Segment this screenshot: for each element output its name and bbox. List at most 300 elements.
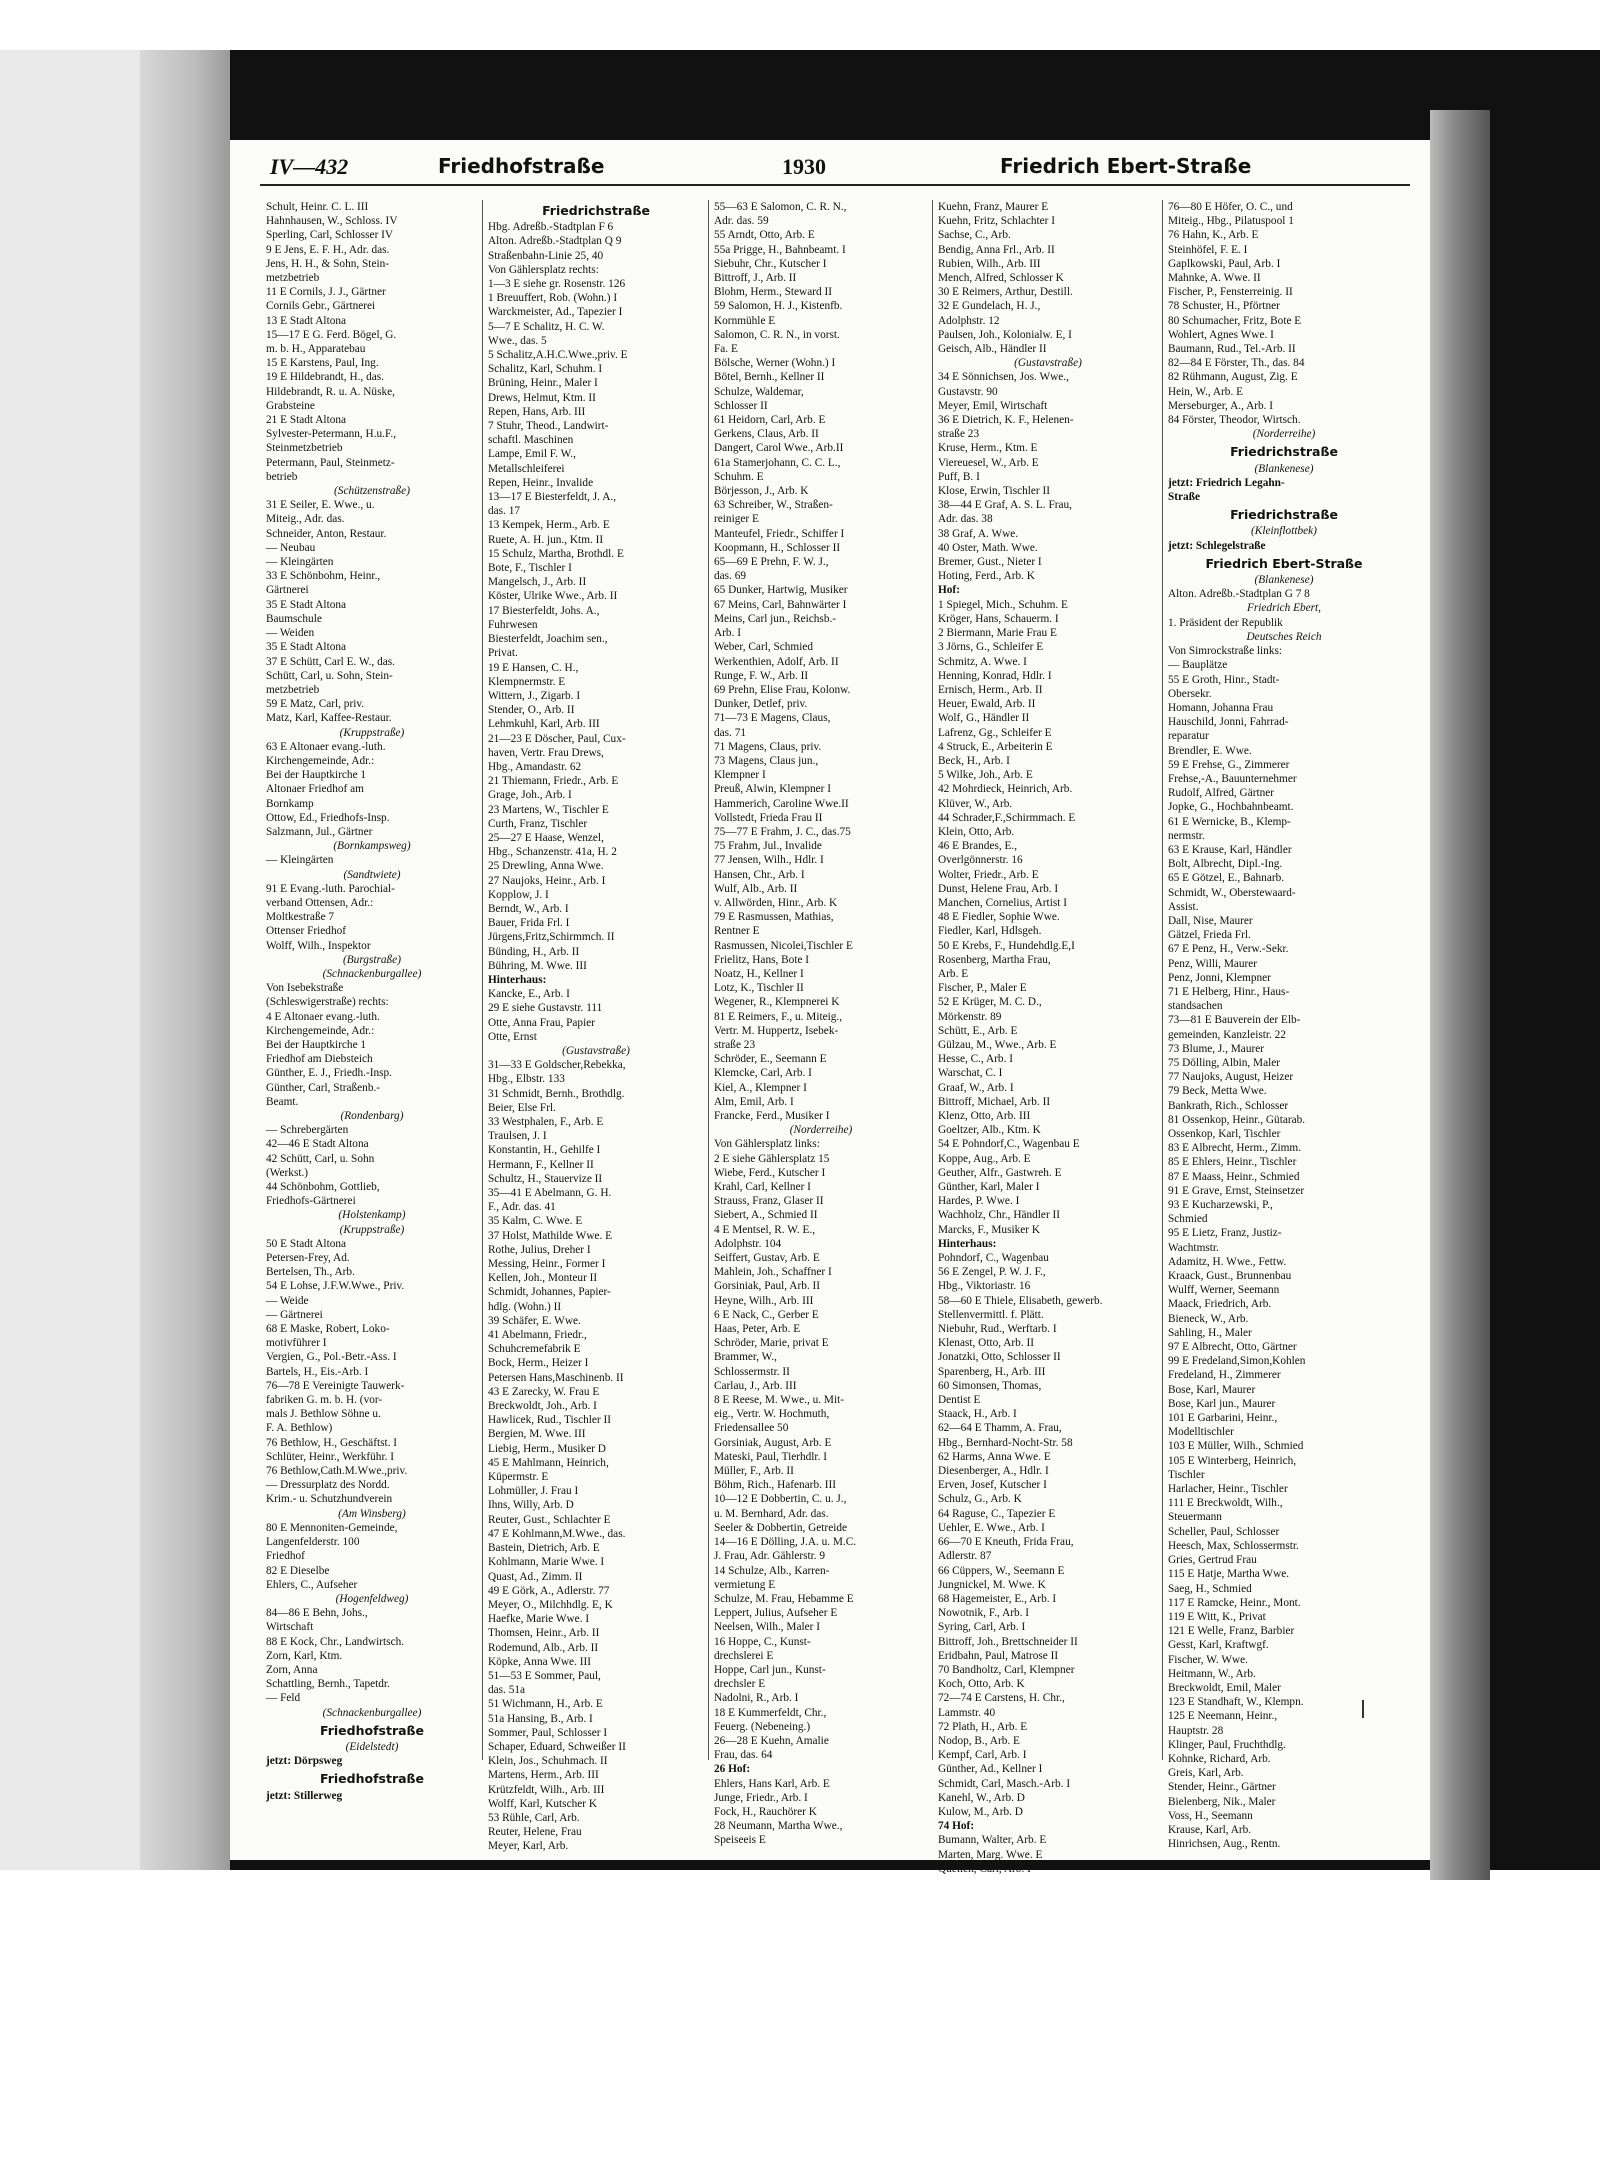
directory-entry: 15 Schulz, Martha, Brothdl. E [488, 547, 624, 560]
directory-entry: Bötel, Bernh., Kellner II [714, 371, 825, 384]
directory-entry: Arb. E [938, 967, 969, 980]
directory-entry: Schuhcremefabrik E [488, 1343, 581, 1356]
directory-entry: 38—44 E Graf, A. S. L. Frau, [938, 499, 1072, 512]
directory-entry: Koppe, Aug., Arb. E [938, 1152, 1031, 1165]
directory-entry: 29 E siehe Gustavstr. 111 [488, 1002, 603, 1015]
directory-entry: Nodop, B., Arb. E [938, 1734, 1020, 1747]
directory-entry: Schlosser II [714, 399, 768, 412]
directory-entry: Gerkens, Claus, Arb. II [714, 428, 819, 441]
directory-entry: Warckmeister, Ad., Tapezier I [488, 306, 623, 319]
directory-entry: betrieb [266, 470, 298, 483]
directory-entry: Modelltischler [1168, 1426, 1234, 1439]
directory-entry: 88 E Kock, Chr., Landwirtsch. [266, 1635, 405, 1648]
directory-entry: 76—78 E Vereinigte Tauwerk- [266, 1379, 405, 1392]
directory-entry: 80 Schumacher, Fritz, Bote E [1168, 314, 1302, 327]
directory-entry: 82 E Dieselbe [266, 1564, 330, 1577]
directory-entry: Steinmetzbetrieb [266, 442, 343, 455]
directory-entry: — Kleingärten [266, 854, 334, 867]
directory-entry: Klinger, Paul, Fruchthdlg. [1168, 1738, 1286, 1751]
facing-page-edge [0, 50, 140, 1870]
directory-entry: 61 Heidorn, Carl, Arb. E [714, 414, 826, 427]
directory-entry: Krahl, Carl, Kellner I [714, 1181, 811, 1194]
directory-entry: Konstantin, H., Gehilfe I [488, 1144, 601, 1157]
directory-entry: 40 Oster, Math. Wwe. [938, 541, 1038, 554]
directory-entry: Curth, Franz, Tischler [488, 817, 588, 830]
directory-entry: Jonatzki, Otto, Schlosser II [938, 1351, 1061, 1364]
directory-entry: 15 E Karstens, Paul, Ing. [266, 357, 379, 370]
directory-entry: 77 Naujoks, August, Heizer [1168, 1071, 1294, 1084]
directory-entry: Kröger, Hans, Schauerm. I [938, 612, 1059, 625]
directory-entry: 70 Bandholtz, Carl, Klempner [938, 1663, 1075, 1676]
column-divider [932, 200, 933, 1760]
directory-entry: Straßenbahn-Linie 25, 40 [488, 249, 604, 262]
directory-entry: Dangert, Carol Wwe., Arb.II [714, 442, 844, 455]
directory-entry: J. Frau, Adr. Gählerstr. 9 [714, 1550, 826, 1563]
directory-entry: 79 E Rasmussen, Mathias, [714, 911, 834, 924]
directory-entry: reiniger E [714, 513, 759, 526]
directory-entry: — Weiden [266, 627, 315, 640]
directory-entry: 4 E Altonaer evang.-luth. [266, 1010, 380, 1023]
directory-entry: Francke, Ferd., Musiker I [714, 1110, 830, 1122]
directory-entry: Schlossermstr. II [714, 1365, 790, 1378]
directory-entry: 35 E Stadt Altona [266, 598, 347, 611]
directory-entry: Feuerg. (Nebeneing.) [714, 1720, 811, 1733]
directory-entry: 34 E Sönnichsen, Jos. Wwe., [938, 371, 1069, 384]
directory-entry: nermstr. [1168, 829, 1205, 842]
directory-entry: 103 E Müller, Wilh., Schmied [1168, 1440, 1304, 1453]
directory-entry: Köpke, Anna Wwe. III [488, 1655, 592, 1668]
directory-entry: Harlacher, Heinr., Tischler [1168, 1483, 1288, 1496]
directory-entry: 17 Biesterfeldt, Johs. A., [488, 604, 600, 617]
column-divider [482, 200, 483, 1760]
directory-entry: Meyer, Karl, Arb. [488, 1840, 569, 1853]
directory-entry: Manteufel, Friedr., Schiffer I [714, 527, 845, 540]
directory-entry: 1. Präsident der Republik [1168, 616, 1283, 629]
street-heading: Friedrichstraße [1230, 444, 1338, 460]
directory-entry: Klein, Jos., Schuhmach. II [488, 1755, 608, 1768]
directory-entry: 79 Beck, Metta Wwe. [1168, 1085, 1267, 1098]
directory-entry: Brüning, Heinr., Maler I [488, 377, 598, 390]
directory-entry: 83 E Albrecht, Herm., Zimm. [1168, 1142, 1302, 1155]
directory-entry: Schneider, Anton, Restaur. [266, 527, 387, 540]
directory-entry: Petersen-Frey, Ad. [266, 1252, 350, 1265]
directory-entry: Miteig., Hbg., Pilatuspool 1 [1168, 215, 1294, 228]
directory-entry: 66—70 E Kneuth, Frida Frau, [938, 1536, 1074, 1549]
directory-entry: 63 E Altonaer evang.-luth. [266, 740, 386, 753]
directory-entry: Hein, W., Arb. E [1168, 385, 1243, 398]
directory-entry: Grage, Joh., Arb. I [488, 789, 572, 802]
directory-entry: Schuhm. E [714, 470, 764, 483]
directory-entry: 56 E Zengel, P. W. J. F., [938, 1266, 1046, 1279]
directory-entry: Fredeland, H., Zimmerer [1168, 1369, 1281, 1382]
directory-entry: Bölsche, Werner (Wohn.) I [714, 357, 836, 370]
directory-entry: Eridbahn, Paul, Matrose II [938, 1649, 1059, 1662]
directory-entry: 60 Simonsen, Thomas, [938, 1379, 1042, 1392]
directory-entry: Zorn, Anna [266, 1663, 318, 1676]
directory-entry: Kornmühle E [714, 314, 776, 327]
directory-entry: Ottow, Ed., Friedhofs-Insp. [266, 811, 390, 824]
directory-entry: Kohlmann, Marie Wwe. I [488, 1556, 605, 1569]
directory-entry: 66 Cüppers, W., Seemann E [938, 1564, 1065, 1577]
directory-entry: Koopmann, H., Schlosser II [714, 541, 841, 554]
directory-entry: Haas, Peter, Arb. E [714, 1323, 801, 1336]
directory-entry: 48 E Fiedler, Sophie Wwe. [938, 911, 1060, 924]
directory-entry: Günther, Karl, Maler I [938, 1181, 1040, 1194]
page-header [230, 140, 1430, 192]
header-street-to: Friedrich Ebert-Straße [1000, 154, 1252, 178]
directory-entry: 2 E siehe Gählersplatz 15 [714, 1152, 830, 1165]
cross-street-label: Deutsches Reich [1246, 630, 1322, 643]
directory-entry: standsachen [1168, 1000, 1223, 1013]
header-year: 1930 [782, 154, 826, 179]
directory-entry: Stellenvermittl. f. Plätt. [938, 1308, 1044, 1321]
directory-entry: drechslerei E [714, 1649, 774, 1662]
directory-entry: Adlerstr. 87 [938, 1550, 992, 1563]
directory-entry: Klenast, Otto, Arb. II [938, 1337, 1035, 1350]
cross-street-label: (Kruppstraße) [339, 1223, 405, 1236]
directory-entry: Hof: [938, 584, 960, 597]
directory-entry: Jens, H. H., & Sohn, Stein- [266, 257, 390, 270]
directory-entry: Lohmüller, J. Frau I [488, 1485, 579, 1498]
directory-entry: Günther, Ad., Kellner I [938, 1763, 1043, 1776]
cross-street-label: (Bornkampsweg) [333, 840, 411, 853]
directory-entry: Klemcke, Carl, Arb. I [714, 1067, 812, 1080]
directory-entry: 63 Schreiber, W., Straßen- [714, 499, 833, 512]
street-heading: Friedrichstraße [542, 203, 650, 218]
directory-entry: Heitmann, W., Arb. [1168, 1667, 1256, 1680]
directory-entry: Krim.- u. Schutzhundverein [266, 1493, 393, 1506]
directory-entry: Gaplkowski, Paul, Arb. I [1168, 257, 1281, 270]
directory-entry: 26—28 E Kuehn, Amalie [714, 1734, 829, 1747]
directory-entry: Mateski, Paul, Tierhdlr. I [714, 1450, 827, 1463]
directory-entry: Seeler & Dobbertin, Getreide [714, 1521, 848, 1534]
directory-entry: — Bauplätze [1168, 659, 1228, 672]
directory-entry: Graaf, W., Arb. I [938, 1081, 1014, 1094]
street-heading: Friedhofstraße [319, 1722, 425, 1738]
directory-entry: 55 Arndt, Otto, Arb. E [714, 229, 815, 242]
directory-entry: mals J. Bethlow Söhne u. [266, 1408, 381, 1421]
directory-entry: 72 Plath, H., Arb. E [938, 1720, 1028, 1733]
directory-entry: Sahling, H., Maler [1168, 1326, 1252, 1339]
directory-entry: 13—17 E Biesterfeldt, J. A., [488, 491, 617, 504]
margin-mark [1362, 1700, 1364, 1718]
directory-entry: 52 E Krüger, M. C. D., [938, 996, 1042, 1009]
column-divider [1162, 200, 1163, 1760]
directory-entry: Grabsteine [266, 399, 315, 412]
directory-entry: Uehler, E. Wwe., Arb. I [938, 1521, 1045, 1534]
directory-entry: Bumann, Walter, Arb. E [938, 1834, 1047, 1847]
directory-entry: motivführer I [266, 1337, 327, 1350]
cross-street-label: (Blankenese) [1254, 462, 1314, 475]
directory-entry: Ernisch, Herm., Arb. II [938, 683, 1043, 696]
directory-entry: Siebuhr, Chr., Kutscher I [714, 257, 827, 270]
page-stack-edge [1430, 110, 1490, 1880]
directory-entry: Klempnermstr. E [488, 675, 566, 688]
directory-entry: Günther, E. J., Friedh.-Insp. [266, 1067, 392, 1080]
directory-entry: Wolff, Wilh., Inspektor [266, 939, 371, 952]
directory-entry: 76—80 E Höfer, O. C., und [1168, 201, 1293, 213]
directory-entry: Rosenberg, Martha Frau, [938, 953, 1051, 966]
directory-entry: Kuehn, Franz, Maurer E [938, 201, 1049, 213]
directory-entry: Mörkenstr. 89 [938, 1010, 1002, 1023]
directory-entry: Kanehl, W., Arb. D [938, 1791, 1025, 1804]
directory-entry: Schmidt, W., Oberstewaard- [1168, 886, 1296, 899]
directory-entry: 71 E Helberg, Hinr., Haus- [1168, 985, 1290, 998]
directory-entry: jetzt: Friedrich Legahn- [1168, 476, 1285, 489]
directory-entry: Geuther, Alfr., Gastwreh. E [938, 1166, 1062, 1179]
directory-entry: (Werkst.) [266, 1166, 309, 1179]
directory-column-5 [1168, 200, 1400, 1850]
directory-entry: vermietung E [714, 1578, 776, 1591]
directory-entry: 1 Spiegel, Mich., Schuhm. E [938, 598, 1068, 611]
directory-entry: 30 E Reimers, Arthur, Destill. [938, 286, 1073, 299]
directory-entry: Sparenberg, H., Arb. III [938, 1365, 1046, 1378]
cross-street-label: (Holstenkamp) [338, 1209, 406, 1222]
directory-entry: 93 E Kucharzewski, P., [1168, 1199, 1273, 1212]
directory-entry: 4 Struck, E., Arbeiterin E [938, 740, 1053, 753]
directory-entry: Carlau, J., Arb. III [714, 1379, 797, 1392]
directory-entry: Hildebrandt, R. u. A. Nüske, [266, 385, 395, 398]
directory-entry: Hauschild, Jonni, Fahrrad- [1168, 716, 1289, 729]
directory-entry: Heesch, Max, Schlossermstr. [1168, 1539, 1299, 1552]
directory-entry: Meyer, Emil, Wirtschaft [938, 399, 1048, 412]
directory-entry: Baumschule [266, 612, 322, 625]
directory-entry: Goeltzer, Alb., Ktm. K [938, 1124, 1041, 1137]
directory-entry: v. Allwörden, Hinr., Arb. K [714, 896, 838, 909]
directory-entry: Schütt, Carl, u. Sohn, Stein- [266, 669, 393, 682]
directory-entry: Lehmkuhl, Karl, Arb. III [488, 718, 600, 731]
directory-entry: Weber, Carl, Schmied [714, 641, 814, 654]
directory-entry: Lotz, K., Tischler II [714, 982, 804, 995]
directory-entry: drechsler E [714, 1678, 766, 1691]
directory-entry: 61 E Wernicke, B., Klemp- [1168, 815, 1291, 828]
directory-entry: Krause, Karl, Arb. [1168, 1823, 1252, 1836]
directory-entry: 42—46 E Stadt Altona [266, 1138, 369, 1151]
directory-entry: Wittern, J., Zigarb. I [488, 689, 581, 702]
directory-entry: Dentist E [938, 1394, 981, 1407]
directory-entry: Paulsen, Joh., Kolonialw. E, I [938, 328, 1072, 341]
directory-entry: Breckwoldt, Joh., Arb. I [488, 1400, 597, 1413]
directory-entry: Vertr. M. Huppertz, Isebek- [714, 1024, 839, 1037]
directory-entry: Klüver, W., Arb. [938, 797, 1013, 810]
directory-entry: Dunker, Detlef, priv. [714, 698, 808, 711]
directory-entry: Bittroff, Michael, Arb. II [938, 1095, 1051, 1108]
directory-entry: Gülzau, M., Wwe., Arb. E [938, 1038, 1057, 1051]
directory-entry: 51a Hansing, B., Arb. I [488, 1712, 593, 1725]
directory-entry: das. 51a [488, 1684, 526, 1697]
directory-entry: Gorsiniak, Paul, Arb. II [714, 1280, 821, 1293]
cross-street-label: (Sandtwiete) [343, 868, 401, 881]
directory-entry: das. 17 [488, 505, 521, 518]
directory-entry: verband Ottensen, Adr.: [266, 896, 374, 909]
directory-entry: Jürgens,Fritz,Schirmmch. II [488, 931, 615, 944]
directory-entry: 75 Frahm, Jul., Invalide [714, 840, 822, 853]
directory-entry: 75—77 E Frahm, J. C., das.75 [714, 825, 851, 838]
directory-entry: 33 E Schönbohm, Heinr., [266, 570, 381, 583]
directory-entry: 67 Meins, Carl, Bahnwärter I [714, 598, 847, 611]
directory-entry: Bremer, Gust., Nieter I [938, 556, 1042, 569]
directory-entry: Heyne, Wilh., Arb. III [714, 1294, 814, 1307]
directory-entry: 71 Magens, Claus, priv. [714, 740, 822, 753]
directory-entry: Mahnke, A. Wwe. II [1168, 272, 1261, 285]
directory-entry: Rothe, Julius, Dreher I [488, 1243, 591, 1256]
directory-entry: Fuhrwesen [488, 618, 538, 631]
directory-entry: Saeg, H., Schmied [1168, 1582, 1252, 1595]
directory-entry: 68 E Maske, Robert, Loko- [266, 1323, 390, 1336]
directory-entry: Marten, Marg. Wwe. E [938, 1848, 1043, 1861]
directory-entry: Staack, H., Arb. I [938, 1408, 1017, 1421]
directory-entry: 21 Thiemann, Friedr., Arb. E [488, 775, 619, 788]
directory-entry: Syring, Carl, Arb. I [938, 1621, 1026, 1634]
book-spine-shadow [140, 50, 230, 1870]
directory-entry: 97 E Albrecht, Otto, Gärtner [1168, 1341, 1297, 1354]
directory-entry: Bock, Herm., Heizer I [488, 1357, 589, 1370]
directory-entry: Bauer, Frida Frl. I [488, 917, 570, 930]
directory-entry: Brendler, E. Wwe. [1168, 744, 1252, 757]
directory-entry: Quellen, Carl, Arb. I [938, 1862, 1031, 1875]
directory-entry: Repen, Hans, Arb. III [488, 405, 586, 418]
directory-entry: Strauss, Franz, Glaser II [714, 1195, 824, 1208]
directory-entry: Dunst, Helene Frau, Arb. I [938, 882, 1059, 895]
directory-entry: Cornils Gebr., Gärtnerei [266, 300, 376, 313]
directory-entry: 39 Schäfer, E. Wwe. [488, 1314, 581, 1327]
directory-entry: Gätzel, Frieda Frl. [1168, 929, 1251, 942]
directory-entry: Alton. Adreßb.-Stadtplan Q 9 [488, 235, 622, 248]
directory-entry: 69 Prehn, Elise Frau, Kolonw. [714, 683, 851, 696]
directory-entry: Bertelsen, Th., Arb. [266, 1266, 355, 1279]
directory-entry: 33 Westphalen, F., Arb. E [488, 1116, 604, 1128]
cross-street-label: (Schützenstraße) [334, 485, 410, 498]
directory-entry: Thomsen, Heinr., Arb. II [488, 1627, 600, 1640]
directory-entry: Wiebe, Ferd., Kutscher I [714, 1166, 826, 1179]
directory-entry: 5 Schalitz,A.H.C.Wwe.,priv. E [488, 349, 628, 362]
directory-entry: Viereuesel, W., Arb. E [938, 456, 1039, 469]
cross-street-label: (Kleinflottbek) [1251, 525, 1317, 538]
directory-entry: u. M. Bernhard, Adr. das. [714, 1507, 829, 1520]
cross-street-label: Friedrich Ebert, [1246, 602, 1322, 615]
directory-entry: 82—84 E Förster, Th., das. 84 [1168, 357, 1305, 370]
directory-entry: 78 Schuster, H., Pförtner [1168, 300, 1280, 313]
directory-entry: Assist. [1168, 900, 1199, 913]
street-heading: Friedrich Ebert-Straße [1205, 555, 1363, 571]
page-number: IV—432 [270, 154, 349, 179]
directory-entry: Kirchengemeinde, Adr.: [266, 1024, 375, 1037]
directory-entry: 2 Biermann, Marie Frau E [938, 627, 1057, 640]
directory-entry: 38 Graf, A. Wwe. [938, 527, 1019, 540]
directory-entry: Diesenberger, A., Hdlr. I [938, 1465, 1049, 1478]
directory-entry: Quast, Ad., Zimm. II [488, 1570, 583, 1583]
directory-entry: 32 E Gundelach, H. J., [938, 300, 1041, 313]
directory-entry: das. 69 [714, 570, 747, 583]
directory-entry: Fischer, W. Wwe. [1168, 1653, 1248, 1666]
directory-entry: Friedensallee 50 [714, 1422, 789, 1435]
directory-entry: 51 Wichmann, H., Arb. E [488, 1698, 603, 1711]
directory-entry: Lafrenz, Gg., Schleifer E [938, 726, 1052, 739]
directory-entry: Bei der Hauptkirche 1 [266, 1038, 367, 1051]
directory-entry: Schmidt, Johannes, Papier- [488, 1286, 611, 1299]
directory-entry: 5—7 E Schalitz, H. C. W. [488, 320, 605, 333]
directory-entry: 99 E Fredeland,Simon,Kohlen [1168, 1355, 1306, 1368]
directory-entry: Gärtnerei [266, 584, 309, 597]
directory-entry: Gustavstr. 90 [938, 385, 998, 398]
directory-entry: Wwe., das. 5 [488, 334, 547, 347]
directory-entry: Gorsiniak, August, Arb. E [714, 1436, 832, 1449]
directory-entry: Sylvester-Petermann, H.u.F., [266, 428, 397, 441]
directory-entry: 10—12 E Dobbertin, C. u. J., [714, 1493, 847, 1506]
directory-entry: Hoting, Ferd., Arb. K [938, 570, 1035, 583]
directory-entry: Warschat, C. I [938, 1067, 1003, 1080]
directory-entry: 62 Harms, Anna Wwe. E [938, 1450, 1051, 1463]
directory-entry: Hardes, P. Wwe. I [938, 1195, 1020, 1208]
directory-entry: Rodemund, Alb., Arb. II [488, 1641, 599, 1654]
directory-entry: 65 E Götzel, E., Bahnarb. [1168, 872, 1285, 885]
cross-street-label: (Hogenfeldweg) [335, 1592, 409, 1605]
directory-entry: Petersen Hans,Maschinenb. II [488, 1371, 624, 1384]
directory-entry: 1 Breuuffert, Rob. (Wohn.) I [488, 292, 618, 305]
directory-entry: Hansen, Chr., Arb. I [714, 868, 805, 881]
directory-entry: Haefke, Marie Wwe. I [488, 1613, 590, 1626]
directory-entry: Hinterhaus: [938, 1237, 997, 1250]
cross-street-label: (Rondenbarg) [340, 1110, 404, 1122]
directory-entry: 27 Naujoks, Heinr., Arb. I [488, 874, 606, 887]
directory-entry: Beier, Else Frl. [488, 1101, 556, 1114]
directory-entry: Bastein, Dietrich, Arb. E [488, 1542, 600, 1555]
cross-street-label: (Am Winsberg) [338, 1507, 406, 1520]
directory-entry: Wirtschaft [266, 1621, 314, 1634]
directory-entry: Mahlein, Joh., Schaffner I [714, 1266, 832, 1279]
directory-entry: — Dressurplatz des Nordd. [266, 1479, 390, 1492]
directory-entry: 25 Drewling, Anna Wwe. [488, 860, 604, 873]
directory-entry: 85 E Ehlers, Heinr., Tischler [1168, 1156, 1297, 1169]
directory-entry: Krützfeldt, Wilh., Arb. III [488, 1783, 605, 1796]
directory-entry: Frielitz, Hans, Bote I [714, 953, 810, 966]
directory-entry: Stender, O., Arb. II [488, 704, 575, 717]
directory-entry: Küpermstr. E [488, 1471, 549, 1484]
directory-entry: Wulf, Alb., Arb. II [714, 882, 798, 895]
directory-entry: Reuter, Gust., Schlachter E [488, 1513, 611, 1526]
directory-entry: 81 E Reimers, F., u. Miteig., [714, 1010, 843, 1023]
directory-entry: Schlüter, Heinr., Werkführ. I [266, 1450, 394, 1463]
directory-entry: Kuehn, Fritz, Schlachter I [938, 215, 1056, 228]
directory-entry: Wohlert, Agnes Wwe. I [1168, 328, 1274, 341]
directory-entry: Beck, H., Arb. I [938, 754, 1010, 767]
directory-entry: 84—86 E Behn, Johs., [266, 1607, 368, 1620]
directory-entry: 121 E Welle, Franz, Barbier [1168, 1625, 1295, 1638]
directory-entry: 76 Bethlow, H., Geschäftst. I [266, 1436, 398, 1449]
directory-entry: Fischer, P., Maler E [938, 982, 1027, 995]
directory-entry: Hesse, C., Arb. I [938, 1053, 1013, 1066]
directory-entry: Kiel, A., Klempner I [714, 1081, 807, 1094]
directory-entry: Junge, Friedr., Arb. I [714, 1791, 808, 1804]
directory-entry: 62—64 E Thamm, A. Frau, [938, 1422, 1062, 1435]
directory-entry: Klempner I [714, 769, 766, 782]
directory-entry: Fiedler, Karl, Hdlsgeh. [938, 925, 1042, 938]
directory-entry: 117 E Ramcke, Heinr., Mont. [1168, 1596, 1301, 1609]
directory-entry: 45 E Mahlmann, Heinrich, [488, 1456, 609, 1469]
cross-street-label: (Norderreihe) [1252, 428, 1316, 441]
street-heading: Friedhofstraße [319, 1771, 425, 1787]
directory-entry: Vergien, G., Pol.-Betr.-Ass. I [266, 1351, 397, 1364]
directory-entry: Hbg., Amandastr. 62 [488, 760, 582, 773]
directory-entry: Schulz, G., Arb. K [938, 1493, 1022, 1506]
directory-entry: 42 Schütt, Carl, u. Sohn [266, 1152, 375, 1165]
directory-entry: 9 E Jens, E. F. H., Adr. das. [266, 243, 390, 256]
directory-entry: 50 E Stadt Altona [266, 1237, 347, 1250]
directory-entry: Otte, Ernst [488, 1030, 537, 1043]
directory-entry: Vollstedt, Frieda Frau II [714, 811, 823, 824]
directory-entry: Hbg. Adreßb.-Stadtplan F 6 [488, 221, 614, 234]
directory-entry: Von Gählersplatz rechts: [488, 263, 599, 276]
